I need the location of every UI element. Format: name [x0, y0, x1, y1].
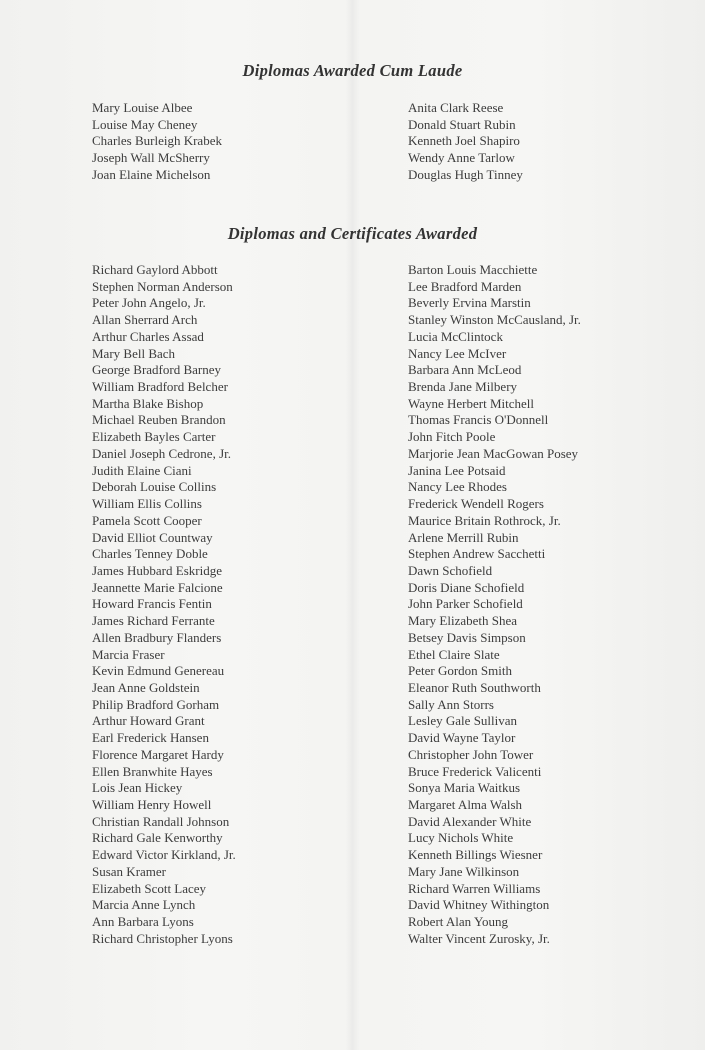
graduate-name: Sonya Maria Waitkus: [408, 780, 521, 796]
graduate-name: Susan Kramer: [92, 863, 167, 879]
graduate-name: Thomas Francis O'Donnell: [408, 412, 549, 428]
graduate-name: Marcia Fraser: [92, 646, 165, 662]
graduate-name: Lucy Nichols White: [408, 830, 514, 846]
graduate-name: Dawn Schofield: [408, 562, 493, 578]
graduate-name: Charles Tenney Doble: [92, 546, 208, 562]
graduate-name: Douglas Hugh Tinney: [408, 166, 523, 182]
graduate-name: Kenneth Joel Shapiro: [408, 133, 520, 149]
graduate-name: David Alexander White: [408, 813, 532, 829]
graduate-name: Marjorie Jean MacGowan Posey: [408, 445, 579, 461]
graduate-name: Walter Vincent Zurosky, Jr.: [408, 930, 550, 946]
graduate-name: Kenneth Billings Wiesner: [408, 847, 543, 863]
graduate-name: Arthur Charles Assad: [92, 328, 204, 344]
graduate-name: Arlene Merrill Rubin: [408, 529, 519, 545]
graduate-name: Richard Warren Williams: [408, 880, 541, 896]
graduate-name: Peter Gordon Smith: [408, 663, 512, 679]
graduate-name: Richard Gale Kenworthy: [92, 830, 223, 846]
graduate-name: David Whitney Withington: [408, 897, 550, 913]
graduate-name: Richard Gaylord Abbott: [92, 262, 218, 277]
graduate-name: Stephen Norman Anderson: [92, 278, 233, 294]
graduate-name: Deborah Louise Collins: [92, 479, 217, 495]
graduate-name: Allen Bradbury Flanders: [92, 629, 222, 645]
graduate-name: Lucia McClintock: [408, 328, 503, 344]
graduate-name: Nancy Lee McIver: [408, 345, 507, 361]
graduate-name: Nancy Lee Rhodes: [408, 479, 507, 495]
graduate-name: James Richard Ferrante: [92, 613, 215, 629]
graduate-name: Arthur Howard Grant: [92, 713, 205, 729]
graduate-name: William Henry Howell: [92, 797, 212, 812]
graduate-name: Martha Blake Bishop: [92, 395, 204, 411]
graduate-name: Elizabeth Scott Lacey: [92, 880, 207, 896]
graduate-name: Philip Bradford Gorham: [92, 696, 220, 712]
graduate-name: Kevin Edmund Genereau: [92, 663, 225, 679]
graduate-name: Judith Elaine Ciani: [92, 462, 192, 478]
graduate-name: Marcia Anne Lynch: [92, 897, 196, 913]
graduate-name: Barbara Ann McLeod: [408, 362, 522, 378]
graduate-name: Pamela Scott Cooper: [92, 512, 202, 528]
graduate-name: William Ellis Collins: [92, 496, 202, 512]
graduate-name: Wendy Anne Tarlow: [408, 150, 515, 166]
graduate-name: Frederick Wendell Rogers: [408, 496, 544, 512]
graduate-name: Edward Victor Kirkland, Jr.: [92, 847, 236, 863]
graduate-name: Eleanor Ruth Southworth: [408, 679, 541, 695]
graduate-name: William Bradford Belcher: [92, 379, 228, 395]
awarded-list-left: [92, 262, 236, 947]
graduate-name: Stanley Winston McCausland, Jr.: [408, 312, 581, 328]
graduate-name: David Elliot Countway: [92, 529, 213, 545]
graduate-name: Florence Margaret Hardy: [92, 746, 224, 762]
graduate-name: Mary Jane Wilkinson: [408, 863, 520, 879]
graduate-name: Wayne Herbert Mitchell: [408, 395, 535, 411]
graduate-name: Daniel Joseph Cedrone, Jr.: [92, 445, 232, 461]
graduate-name: Michael Reuben Brandon: [92, 412, 226, 428]
graduate-name: Doris Diane Schofield: [408, 579, 525, 595]
graduate-name: Jean Anne Goldstein: [92, 679, 200, 695]
graduate-name: Richard Christopher Lyons: [92, 930, 233, 946]
graduate-name: Janina Lee Potsaid: [408, 462, 506, 478]
graduate-name: Ellen Branwhite Hayes: [92, 763, 213, 779]
graduate-name: Stephen Andrew Sacchetti: [408, 546, 546, 562]
graduate-name: Earl Frederick Hansen: [92, 730, 209, 746]
graduate-name: Ann Barbara Lyons: [92, 914, 194, 930]
awarded-list-right: [408, 262, 581, 947]
graduate-name: Sally Ann Storrs: [408, 696, 494, 712]
graduate-name: Joan Elaine Michelson: [92, 166, 211, 182]
graduate-name: Beverly Ervina Marstin: [408, 295, 531, 311]
graduate-name: Peter John Angelo, Jr.: [92, 295, 206, 311]
graduate-name: George Bradford Barney: [92, 362, 221, 378]
graduate-name: David Wayne Taylor: [408, 730, 516, 746]
graduate-name: Christopher John Tower: [408, 746, 534, 762]
graduate-name: Louise May Cheney: [92, 116, 198, 132]
graduate-name: Christian Randall Johnson: [92, 813, 230, 829]
graduate-name: John Parker Schofield: [408, 596, 523, 612]
graduate-name: Mary Elizabeth Shea: [408, 613, 518, 629]
graduate-name: Margaret Alma Walsh: [408, 797, 523, 812]
awarded-heading: Diplomas and Certificates Awarded: [227, 224, 478, 243]
graduate-name: Ethel Claire Slate: [408, 646, 500, 662]
graduate-name: Charles Burleigh Krabek: [92, 133, 222, 149]
graduate-name: Howard Francis Fentin: [92, 596, 212, 612]
cum-laude-heading: Diplomas Awarded Cum Laude: [242, 61, 463, 80]
cum-laude-list-right: [408, 100, 523, 184]
graduate-name: Jeannette Marie Falcione: [92, 579, 223, 595]
graduate-name: Lee Bradford Marden: [408, 278, 522, 294]
graduate-name: Bruce Frederick Valicenti: [408, 763, 542, 779]
graduate-name: Allan Sherrard Arch: [92, 312, 198, 328]
graduate-name: Lesley Gale Sullivan: [408, 713, 518, 729]
graduate-name: Mary Bell Bach: [92, 345, 176, 361]
graduate-name: Brenda Jane Milbery: [408, 379, 518, 395]
cum-laude-list-left: [92, 100, 222, 184]
graduate-name: Robert Alan Young: [408, 914, 509, 930]
graduate-name: John Fitch Poole: [408, 429, 496, 445]
graduate-name: Donald Stuart Rubin: [408, 116, 516, 132]
graduate-name: Elizabeth Bayles Carter: [92, 429, 216, 445]
graduate-name: Anita Clark Reese: [408, 100, 504, 115]
graduate-name: James Hubbard Eskridge: [92, 562, 222, 578]
graduate-name: Joseph Wall McSherry: [92, 150, 210, 166]
graduate-name: Betsey Davis Simpson: [408, 629, 526, 645]
graduate-name: Barton Louis Macchiette: [408, 262, 538, 277]
graduate-name: Mary Louise Albee: [92, 100, 193, 115]
graduate-name: Lois Jean Hickey: [92, 780, 183, 796]
graduate-name: Maurice Britain Rothrock, Jr.: [408, 512, 561, 528]
